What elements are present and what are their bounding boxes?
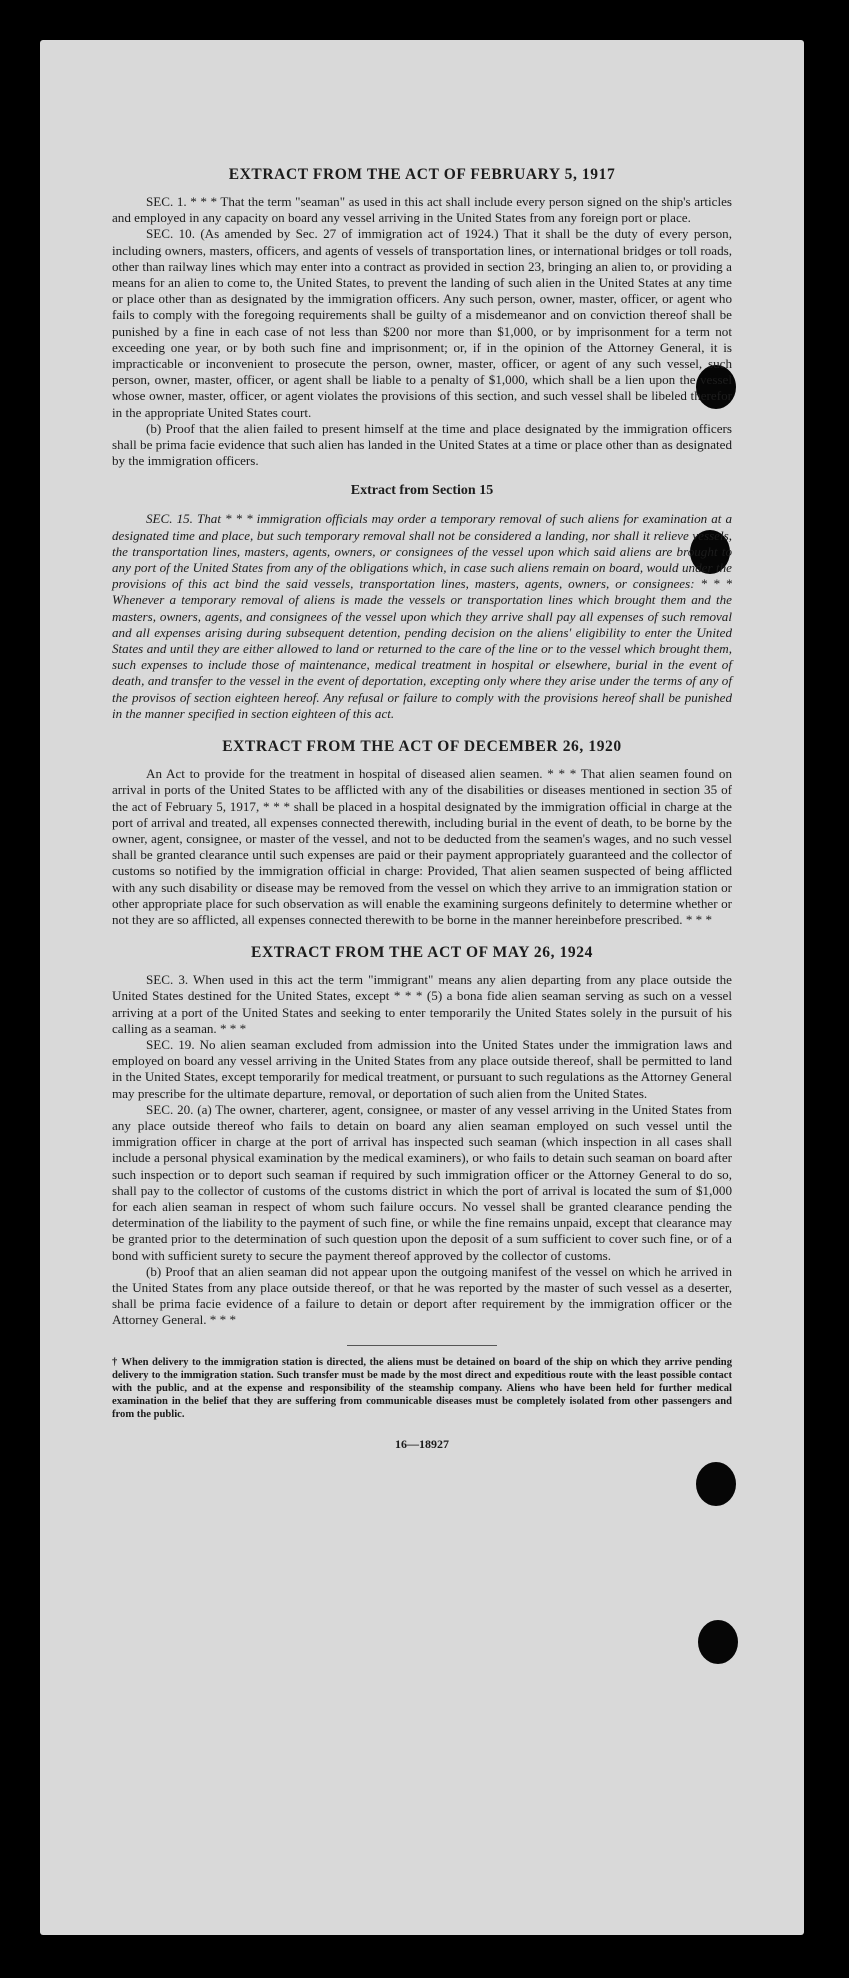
page-number: 16—18927 [395, 1436, 449, 1451]
paragraph-sec-19: SEC. 19. No alien seaman excluded from admission into the United States under the immigration laws and employed on board any vessel arriving in the United States from any place outside thereof, shall be permitted to land in the United States, except temporarily for medical treatment, or pursuant to such regulations as the Attorney General may prescribe for the ultimate departure, removal, or deportation of such alien from the United States. [112, 1036, 732, 1101]
punch-hole [698, 1620, 738, 1664]
heading-act-may-1924: EXTRACT FROM THE ACT OF MAY 26, 1924 [251, 944, 593, 962]
paragraph-sec-15: SEC. 15. That * * * immigration officials may order a temporary removal of such aliens for examination at a designated time and place, but such temporary removal shall not be considered a landing, nor shall it relieve vessels, the transportation lines, masters, agents, owners, or consignees of the vessel upon which said aliens are brought to any port of the United States from any of the obligations which, in case such aliens remain on board, would under the provisions of this act bind the said vessels, transportation lines, masters, agents, owners, or consignees: * * * Whenever a temporary removal of aliens is made the vessels or transportation lines which brought them and the masters, owners, agents, and consignees of the vessel upon which they arrive shall pay all expenses of such removal and all expenses arising during subsequent detention, pending decision on the aliens' eligibility to enter the United States and until they are either allowed to land or returned to the care of the line or to the vessel which brought them, such expenses to include those of maintenance, medical treatment in hospital or elsewhere, burial in the event of death, and transfer to the vessel in the event of deportation, excepting only where they arise under the terms of any of the provisos of section eighteen hereof. Any refusal or failure to comply with the provisions hereof shall be punished in the manner specified in section eighteen of this act. [112, 511, 732, 721]
heading-section-15: Extract from Section 15 [350, 483, 494, 499]
footnote: † When delivery to the immigration station is directed, the aliens must be detained on board of the ship on which they arrive pending delivery to the immigration station. Such transfer must be made by the most direct and expeditious route with the least possible contact with the public, and at the expense and responsibility of the steamship company. Aliens who have been held for further medical examination in the belief that they are suffering from communicable diseases must be completely isolated from other passengers and from the public. [112, 1356, 732, 1420]
paragraph-act-1920: An Act to provide for the treatment in hospital of diseased alien seamen. * * * That alien seamen found on arrival in ports of the United States to be afflicted with any of the disabilities or diseases mentioned in section 35 of the act of February 5, 1917, * * * shall be placed in a hospital designated by the immigration official in charge at the port of arrival and treated, all expenses connected therewith, including burial in the event of death, to be borne by the owner, agent, consignee, or master of the vessel, and not to be deducted from the seamen's wages, and no such vessel shall be granted clearance until such expenses are paid or their payment appropriately guaranteed and the collector of customs so notified by the immigration official in charge: Provided, That alien seamen suspected of being afflicted with any such disability or disease may be removed from the vessel on which they arrive to an immigration station or other appropriate place for such observation as will enable the examining surgeons definitely to determine whether or not they are so afflicted, all expenses connected therewith to be borne in the manner hereinbefore prescribed. * * * [112, 766, 732, 927]
heading-act-dec-1920: EXTRACT FROM THE ACT OF DECEMBER 26, 1920 [222, 738, 622, 756]
paragraph-sec-10: SEC. 10. (As amended by Sec. 27 of immigration act of 1924.) That it shall be the duty of every person, including owners, masters, officers, and agents of vessels of transportation lines, or international bridges or toll roads, other than railway lines which may enter into a contract as provided in section 23, bringing an alien to, or providing a means for an alien to come to, the United States, to prevent the landing of such alien in the United States at any time or place other than as designated by the immigration officers. Any such person, owner, master, officer, or agent who fails to comply with the foregoing requirements shall be guilty of a misdemeanor and on conviction thereof shall be punished by a fine in each case of not less than $200 nor more than $1,000, or by imprisonment for a term not exceeding one year, or by both such fine and imprisonment; or, if in the opinion of the Attorney General, it is impracticable or inconvenient to prosecute the person, owner, master, officer, or agent of any such vessel, such person, owner, master, officer, or agent shall be liable to a penalty of $1,000, which shall be a lien upon the vessel whose owner, master, officer, or agent violates the provisions of this section, and such vessel shall be libeled therefor in the appropriate United States court. [112, 226, 732, 420]
punch-hole [696, 1462, 736, 1506]
document-page [40, 40, 804, 1935]
paragraph-sec-10-b: (b) Proof that the alien failed to present himself at the time and place designated by the immigration officers shall be prima facie evidence that such alien has landed in the United States at a time or place other than as designated by the immigration officers. [112, 420, 732, 469]
paragraph-sec-1: SEC. 1. * * * That the term "seaman" as used in this act shall include every person signed on the ship's articles and employed in any capacity on board any vessel arriving in the United States from any foreign port or place. [112, 194, 732, 226]
paragraph-sec-20-b: (b) Proof that an alien seaman did not appear upon the outgoing manifest of the vessel on which he arrived in the United States from any place outside thereof, or that he was reported by the master of such vessel as a deserter, shall be prima facie evidence of a failure to detain or deport after requirement by the immigration officer or the Attorney General. * * * [112, 1263, 732, 1328]
footnote-divider [347, 1345, 497, 1346]
paragraph-sec-20-a: SEC. 20. (a) The owner, charterer, agent, consignee, or master of any vessel arriving in the United States from any place outside thereof who fails to detain on board any alien seaman employed on such vessel until the immigration officer in charge at the port of arrival has inspected such seaman (which inspection in all cases shall include a personal physical examination by the medical examiners), or who fails to detain such seaman on board after such inspection or to deport such seaman if required by such immigration officer or the Attorney General to do so, shall pay to the collector of customs of the customs district in which the port of arrival is located the sum of $1,000 for each alien seaman in respect of whom such failure occurs. No vessel shall be granted clearance pending the determination of the liability to the payment of such fine, or while the fine remains unpaid, except that clearance may be granted prior to the determination of such question upon the deposit of a sum sufficient to cover such fine, or of a bond with sufficient surety to secure the payment thereof approved by the collector of customs. [112, 1101, 732, 1263]
document-body [112, 166, 732, 1452]
paragraph-sec-3: SEC. 3. When used in this act the term "immigrant" means any alien departing from any place outside the United States destined for the United States, except * * * (5) a bona fide alien seaman serving as such on a vessel arriving at a port of the United States and seeking to enter temporarily the United States solely in the pursuit of his calling as a seaman. * * * [112, 972, 732, 1036]
heading-act-feb-1917: EXTRACT FROM THE ACT OF FEBRUARY 5, 1917 [228, 166, 616, 183]
